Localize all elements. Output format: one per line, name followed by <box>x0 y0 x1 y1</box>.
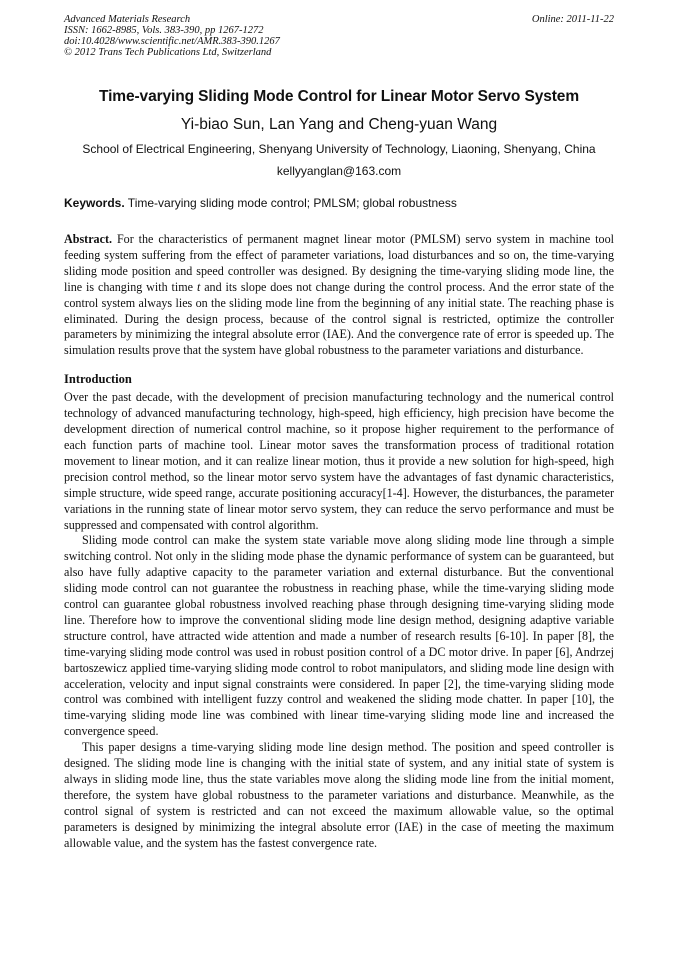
author-affiliation: School of Electrical Engineering, Shenyang University of Technology, Liaoning, Shenyang, China <box>82 142 596 156</box>
abstract-text-after: and its slope does not change during the control process. And the error state of the control system always lies on the sliding mode line from the beginning of any initial state. The reaching phase is eliminated. During the design process, because of the control signal is restricted, optimize the controller parameters by minimizing the integral absolute error (IAE). And the convergence rate of error is speeded up. The simulation results prove that the system have global robustness to the parameter variations and disturbance. <box>64 279 614 358</box>
issn-line: ISSN: 1662-8985, Vols. 383-390, pp 1267-1272 <box>64 25 264 36</box>
abstract-label: Abstract. <box>64 232 113 246</box>
journal-name: Advanced Materials Research <box>64 14 191 25</box>
intro-paragraph-2: Sliding mode control can make the system state variable move along sliding mode line through a simple switching control. Not only in the sliding mode phase the dynamic performance of system can be guaranteed, but also have fully adaptive capacity to the parameter variation and external disturbance. But the conventional sliding mode control can not guarantee the robustness in reaching phase, while the time-varying sliding mode control can guarantee global robustness involved reaching phase through designing time-varying sliding mode line. Therefore how to improve the conventional sliding mode line design method, designing adaptive variable structure control, have attracted wide attention and made a number of research results [6-10]. In paper [8], the time-varying sliding mode control was used in robust position control of a DC motor drive. In paper [6], Andrzej bartoszewicz applied time-varying sliding mode control to robot manipulators, and sliding mode line design with acceleration, velocity and input signal constraints were considered. In paper [2], the time-varying sliding mode control was combined with intelligent fuzzy control and weakened the sliding mode chatter. In paper [10], the time-varying sliding mode line was combined with linear time-varying sliding mode line and increased the convergence speed. <box>64 533 614 739</box>
intro-paragraph-1: Over the past decade, with the development of precision manufacturing technology and the numerical control technology of advanced manufacturing technology, high-speed, high efficiency, high precision have become the development direction of numerical control machine, so it propose higher requirement to the performance of each function parts of machine tool. Linear motor saves the transformation process of traditional rotation movement to linear motion, and it can realize linear motion, thus it provide a new solution for high-speed, high precision control method, so the linear motor servo system have the advantages of fast dynamic characteristics, simple structure, wide speed range, accurate positioning accuracy[1-4]. However, the disturbances, the parameter variations in the running state of linear motor servo system, they can reduce the servo performance and must be suppressed and compensated with control algorithm. <box>64 390 614 532</box>
keywords-label: Keywords. <box>64 196 125 210</box>
online-date: Online: 2011-11-22 <box>531 14 614 25</box>
paper-authors: Yi-biao Sun, Lan Yang and Cheng-yuan Wang <box>180 116 498 133</box>
doi-line: doi:10.4028/www.scientific.net/AMR.383-390.1267 <box>64 36 280 47</box>
abstract-text-before: For the characteristics of permanent magnet linear motor (PMLSM) servo system in machine tool feeding system suffering from the effect of parameter variations, load disturbances and so on, the time-varying sliding mode position and speed controller was designed. By designing the time-varying sliding mode line, the line is changing with time <box>64 232 614 294</box>
author-email: kellyyanglan@163.com <box>276 164 402 178</box>
intro-paragraph-3: This paper designs a time-varying sliding mode line design method. The position and speed controller is designed. The sliding mode line is changing with the initial state of system, and any initial state of system is always in sliding mode line, thus the state variables move along the sliding mode line from the initial moment, therefore, the system have global robustness to the parameter variations and disturbance. Meanwhile, as the control signal of system is restricted and can not exceed the maximum allowable value, so the optimal parameters is designed by minimizing the integral absolute error (IAE) in the case of meeting the maximum allowable value, and the system has the fastest convergence rate. <box>64 740 614 850</box>
copyright-line: © 2012 Trans Tech Publications Ltd, Switzerland <box>64 47 272 58</box>
keywords-line <box>64 196 614 210</box>
abstract-paragraph <box>64 232 614 359</box>
paper-title: Time-varying Sliding Mode Control for Linear Motor Servo System <box>98 88 579 105</box>
keywords-text: Time-varying sliding mode control; PMLSM; global robustness <box>124 196 457 210</box>
journal-header <box>64 14 614 58</box>
paper-page <box>64 14 614 852</box>
introduction-heading: Introduction <box>64 372 132 387</box>
abstract-variable-t: t <box>196 279 201 294</box>
